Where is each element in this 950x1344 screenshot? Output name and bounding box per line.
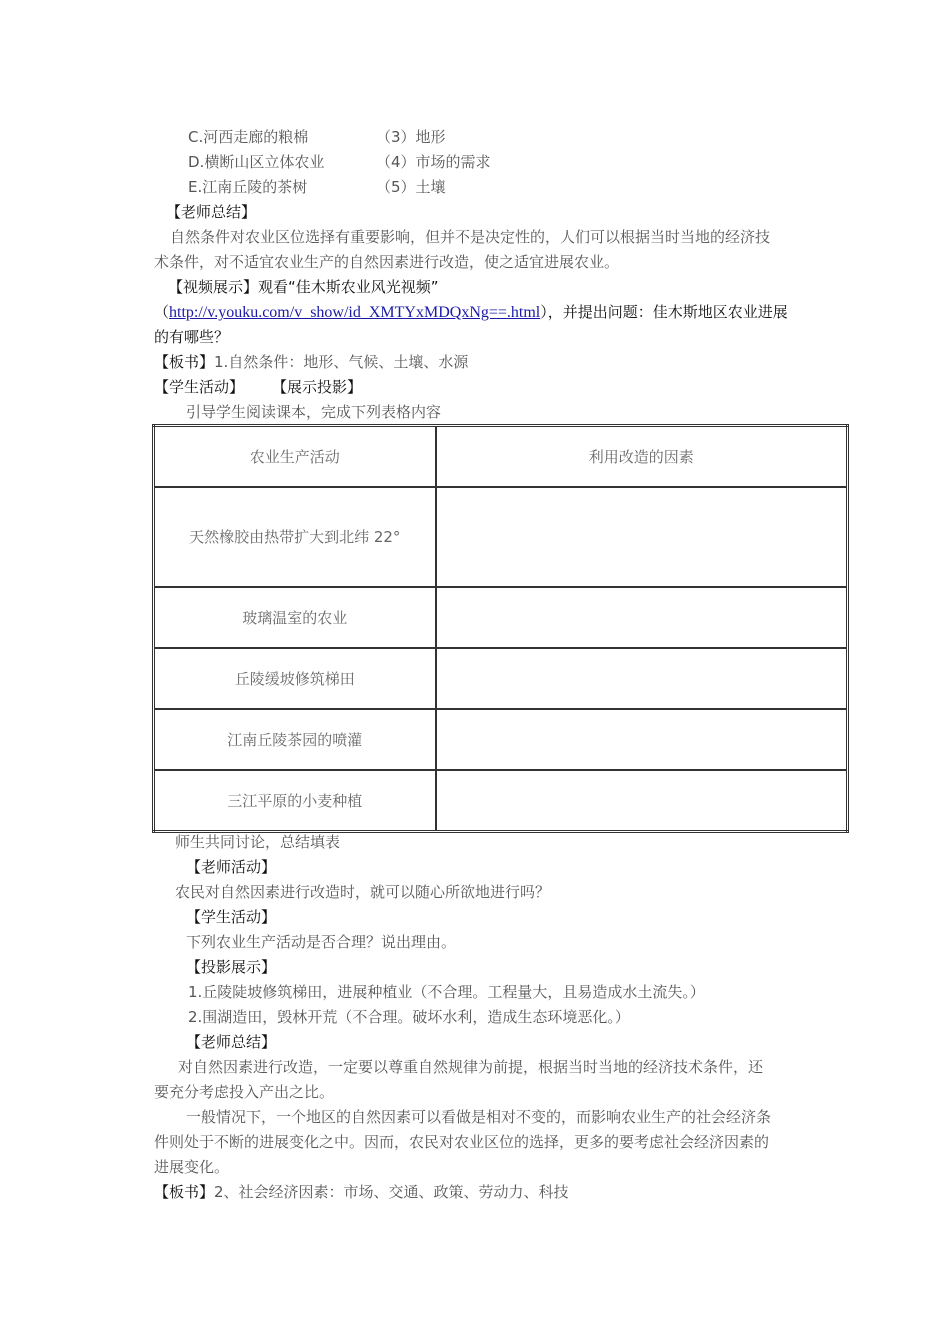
video-line3: 的有哪些？	[154, 328, 230, 346]
cell-activity: 玻璃温室的农业	[154, 587, 436, 648]
general-line3: 进展变化。	[154, 1158, 230, 1176]
projection-heading-2: 【投影展示】	[186, 958, 277, 976]
table-row	[154, 487, 848, 587]
matching-right-4: （4）市场的需求	[376, 153, 491, 171]
cell-factor	[436, 587, 848, 648]
projection-item-2: 2.围湖造田，毁林开荒（不合理。破坏水利，造成生态环境恶化。）	[188, 1008, 630, 1026]
table-row	[154, 648, 848, 709]
board-label-1: 【板书】	[154, 353, 215, 371]
cell-factor	[436, 487, 848, 587]
cell-activity: 天然橡胶由热带扩大到北纬 22°	[154, 487, 436, 587]
matching-right-5: （5）土壤	[376, 178, 446, 196]
board-label-2: 【板书】	[154, 1183, 215, 1201]
video-line2	[154, 301, 788, 324]
cell-activity: 丘陵缓坡修筑梯田	[154, 648, 436, 709]
table-row	[154, 709, 848, 770]
header-activity: 农业生产活动	[154, 426, 436, 487]
header-factor: 利用改造的因素	[436, 426, 848, 487]
video-text: 观看“佳木斯农业风光视频”	[258, 278, 439, 296]
teacher-summary-heading-2: 【老师总结】	[186, 1033, 277, 1051]
cell-factor	[436, 770, 848, 832]
matching-left-d: D.横断山区立体农业	[188, 153, 325, 171]
matching-right-3: （3）地形	[376, 128, 446, 146]
guide-text: 引导学生阅读课本，完成下列表格内容	[186, 403, 442, 421]
factor-table	[152, 424, 849, 833]
paren-open: （	[154, 303, 170, 321]
task-text: 下列农业生产活动是否合理？说出理由。	[186, 933, 457, 951]
projection-heading: 【展示投影】	[272, 378, 363, 396]
board-text-2: 2、社会经济因素：市场、交通、政策、劳动力、科技	[214, 1183, 569, 1201]
video-url-link[interactable]: http://v.youku.com/v_show/id_XMTYxMDQxNg==.html	[169, 304, 541, 321]
matching-left-c: C.河西走廊的粮棉	[188, 128, 309, 146]
student-activity-heading-2: 【学生活动】	[186, 908, 277, 926]
question-text: 农民对自然因素进行改造时，就可以随心所欲地进行吗？	[175, 883, 551, 901]
video-label: 【视频展示】	[168, 278, 259, 296]
table-row	[154, 770, 848, 832]
student-activity-heading: 【学生活动】	[154, 378, 245, 396]
video-line1	[168, 276, 439, 298]
table-row	[154, 587, 848, 648]
matching-left-e: E.江南丘陵的茶树	[188, 178, 308, 196]
cell-factor	[436, 709, 848, 770]
general-line2: 件则处于不断的进展变化之中。因而，农民对农业区位的选择，更多的要考虑社会经济因素的	[154, 1133, 770, 1151]
cell-factor	[436, 648, 848, 709]
board-text-1: 1.自然条件：地形、气候、土壤、水源	[214, 353, 469, 371]
summary-line2: 要充分考虑投入产出之比。	[154, 1083, 335, 1101]
general-line1: 一般情况下，一个地区的自然因素可以看做是相对不变的，而影响农业生产的社会经济条	[186, 1108, 772, 1126]
teacher-summary-heading: 【老师总结】	[166, 203, 257, 221]
board-note-1	[154, 351, 468, 373]
teacher-summary-line2: 术条件，对不适宜农业生产的自然因素进行改造，使之适宜进展农业。	[154, 253, 620, 271]
teacher-summary-line1: 自然条件对农业区位选择有重要影响，但并不是决定性的，人们可以根据当时当地的经济技	[170, 228, 771, 246]
cell-activity: 江南丘陵茶园的喷灌	[154, 709, 436, 770]
table-header-row	[154, 426, 848, 487]
summary-line1: 对自然因素进行改造，一定要以尊重自然规律为前提，根据当时当地的经济技术条件，还	[178, 1058, 764, 1076]
board-note-2	[154, 1181, 569, 1203]
projection-item-1: 1.丘陵陡坡修筑梯田，进展种植业（不合理。工程量大，且易造成水土流失。）	[188, 983, 705, 1001]
discuss-text: 师生共同讨论，总结填表	[175, 833, 341, 851]
cell-activity: 三江平原的小麦种植	[154, 770, 436, 832]
video-question: ），并提出问题：佳木斯地区农业进展	[540, 303, 788, 321]
teacher-activity-heading: 【老师活动】	[186, 858, 277, 876]
